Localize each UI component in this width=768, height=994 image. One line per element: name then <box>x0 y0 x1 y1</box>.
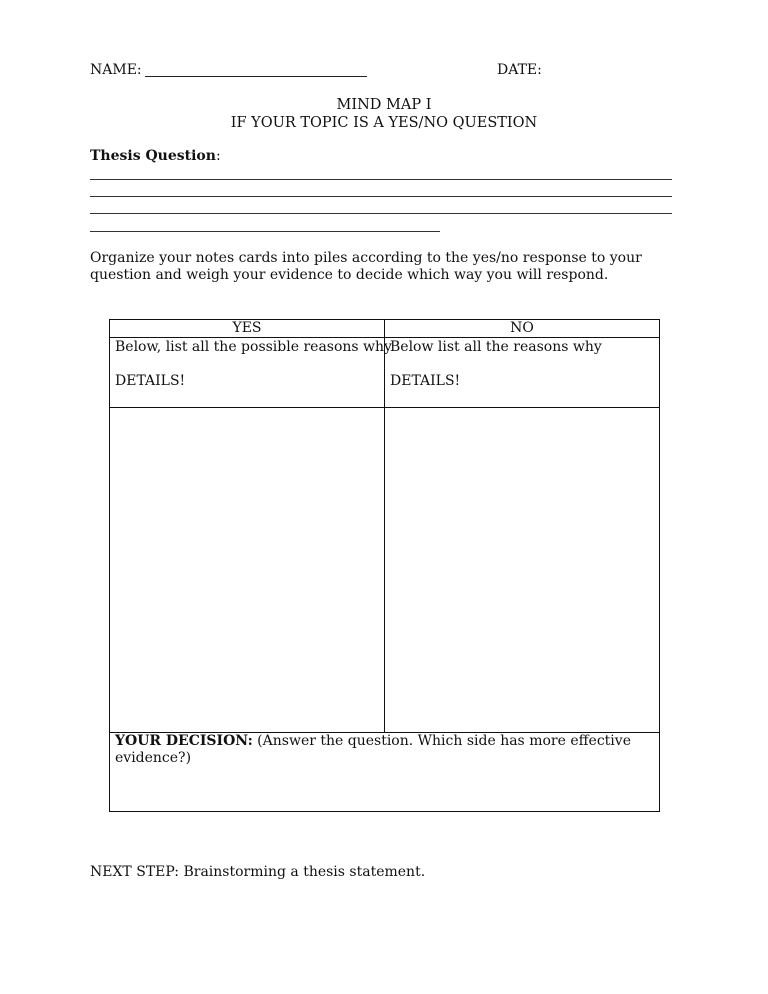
no-prompt: Below list all the reasons why <box>390 339 602 355</box>
thesis-question-label <box>90 148 221 165</box>
decision-label: YOUR DECISION: <box>115 733 253 749</box>
thesis-question-colon: : <box>215 148 221 164</box>
yes-details-label: DETAILS! <box>115 373 186 389</box>
prompt-row-divider <box>109 407 660 408</box>
yes-column-heading: YES <box>232 320 262 336</box>
header-row-divider <box>109 337 660 338</box>
yes-prompt: Below, list all the possible reasons why <box>115 339 392 355</box>
no-column-heading: NO <box>510 320 534 336</box>
thesis-question-text: Thesis Question <box>90 148 216 164</box>
no-details-label: DETAILS! <box>390 373 461 389</box>
page-subtitle: IF YOUR TOPIC IS A YES/NO QUESTION <box>230 115 538 131</box>
next-step-text: NEXT STEP: Brainstorming a thesis statement. <box>90 864 426 880</box>
instructions-paragraph: Organize your notes cards into piles according to the yes/no response to your question and weigh your evidence to decide which way you will respond. <box>90 250 642 283</box>
name-blank-line[interactable] <box>145 76 367 77</box>
thesis-writing-line[interactable] <box>90 231 440 232</box>
date-label: DATE: <box>497 62 542 78</box>
thesis-writing-line[interactable] <box>90 196 672 197</box>
decision-prompt: (Answer the question. Which side has more effective evidence?) <box>115 733 631 766</box>
thesis-writing-line[interactable] <box>90 213 672 214</box>
thesis-writing-line[interactable] <box>90 179 672 180</box>
column-divider <box>384 319 385 733</box>
name-label: NAME: <box>90 62 142 78</box>
page-title: MIND MAP I <box>336 97 432 113</box>
decision-cell[interactable] <box>115 733 645 767</box>
